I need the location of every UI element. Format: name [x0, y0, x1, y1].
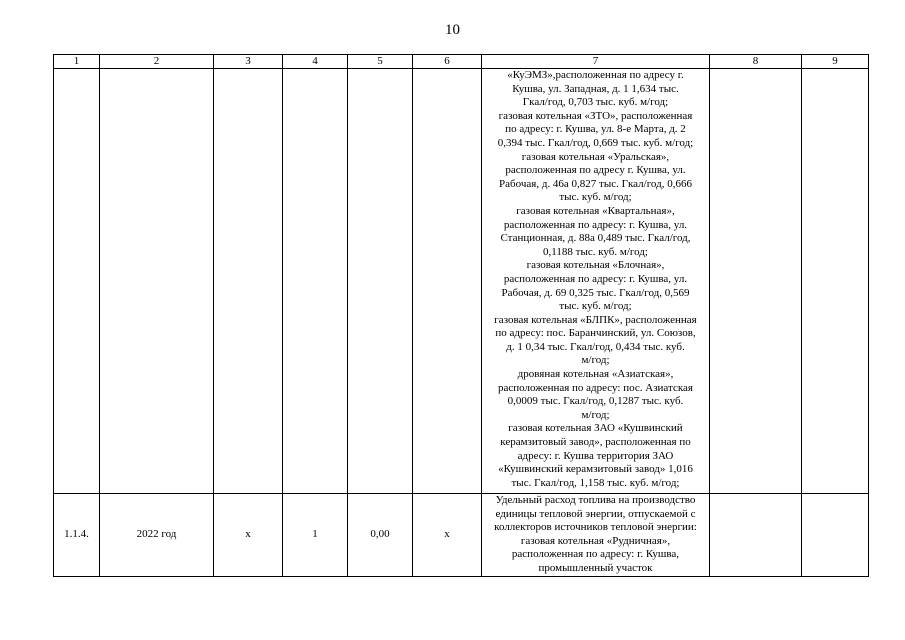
table-cell: 1	[283, 494, 348, 577]
text-line: газовая котельная ЗАО «Кушвинский	[508, 422, 683, 435]
text-line: расположенная по адресу: г. Кушва,	[511, 548, 680, 561]
table-row	[54, 69, 869, 494]
column-number-cell: 5	[348, 55, 413, 69]
text-line: керамзитовый завод», расположенная по	[500, 436, 691, 449]
indicators-table	[53, 54, 869, 577]
table-cell: х	[214, 494, 283, 577]
text-line: Удельный расход топлива на производство	[495, 494, 696, 506]
table-cell	[802, 69, 869, 494]
column-number-cell: 9	[802, 55, 869, 69]
table-cell	[54, 69, 100, 494]
value-cell: 0,00	[348, 494, 413, 577]
text-line: Гкал/год, 0,703 тыс. куб. м/год;	[522, 96, 669, 109]
text-line: по адресу: пос. Баранчинский, ул. Союзов,	[495, 327, 696, 340]
text-line: по адресу: г. Кушва, ул. 8-е Марта, д. 2	[505, 123, 686, 136]
text-line: газовая котельная «Квартальная»,	[516, 204, 675, 217]
text-line: коллекторов источников тепловой энергии:	[494, 521, 697, 534]
table-cell	[413, 69, 482, 494]
table-cell	[100, 69, 214, 494]
text-line: Кушва, ул. Западная, д. 1 1,634 тыс.	[512, 82, 679, 95]
text-line: м/год;	[581, 408, 610, 421]
table-cell	[283, 69, 348, 494]
text-line: газовая котельная «Блочная»,	[526, 259, 665, 272]
table-cell	[710, 494, 802, 577]
indicator-description-cell	[482, 494, 710, 577]
text-line: расположенная по адресу: г. Кушва, ул.	[503, 272, 688, 285]
text-line: «КуЭМЗ»,расположенная по адресу г.	[507, 69, 684, 81]
boiler-list-cell	[482, 69, 710, 494]
text-line: единицы тепловой энергии, отпускаемой с	[495, 507, 696, 520]
text-line: тыс. куб. м/год;	[559, 300, 632, 313]
column-number-cell: 1	[54, 55, 100, 69]
text-line: м/год;	[581, 354, 610, 367]
text-line: тыс. Гкал/год, 1,158 тыс. куб. м/год;	[511, 476, 680, 489]
text-line: 0,394 тыс. Гкал/год, 0,669 тыс. куб. м/год;	[497, 136, 694, 149]
text-line: д. 1 0,34 тыс. Гкал/год, 0,434 тыс. куб.	[506, 340, 685, 353]
column-number-cell: 4	[283, 55, 348, 69]
text-line: Рабочая, д. 46а 0,827 тыс. Гкал/год, 0,666	[499, 177, 692, 190]
text-line: газовая котельная «БЛПК», расположенная	[494, 313, 697, 326]
text-line: газовая котельная «ЗТО», расположенная	[498, 109, 693, 122]
column-number-row	[54, 55, 869, 69]
text-line: Рабочая, д. 69 0,325 тыс. Гкал/год, 0,569	[501, 286, 690, 299]
text-line: адресу: г. Кушва территория ЗАО	[517, 449, 674, 462]
text-line: тыс. куб. м/год;	[559, 191, 632, 204]
table-cell	[710, 69, 802, 494]
text-line: газовая котельная «Рудничная»,	[520, 534, 671, 547]
table-cell: х	[413, 494, 482, 577]
text-line: дровяная котельная «Азиатская»,	[517, 368, 674, 381]
table-row	[54, 494, 869, 577]
text-line: расположенная по адресу: г. Кушва, ул.	[503, 218, 688, 231]
text-line: Станционная, д. 88а 0,489 тыс. Гкал/год,	[500, 232, 691, 245]
table-cell	[802, 494, 869, 577]
text-line: расположенная по адресу: пос. Азиатская	[498, 381, 693, 394]
table-cell	[214, 69, 283, 494]
column-number-cell: 2	[100, 55, 214, 69]
text-line: газовая котельная «Уральская»,	[521, 150, 670, 163]
text-line: 0,1188 тыс. куб. м/год;	[543, 245, 648, 258]
text-line: расположенная по адресу г. Кушва, ул.	[505, 164, 686, 177]
column-number-cell: 3	[214, 55, 283, 69]
column-number-cell: 8	[710, 55, 802, 69]
page-number: 10	[445, 22, 460, 38]
period-cell: 2022 год	[100, 494, 214, 577]
text-line: 0,0009 тыс. Гкал/год, 0,1287 тыс. куб.	[507, 395, 684, 408]
text-line: «Кушвинский керамзитовый завод» 1,016	[498, 463, 693, 476]
column-number-cell: 7	[482, 55, 710, 69]
row-number-cell: 1.1.4.	[54, 494, 100, 577]
table-cell	[348, 69, 413, 494]
column-number-cell: 6	[413, 55, 482, 69]
text-line: промышленный участок	[538, 561, 653, 574]
